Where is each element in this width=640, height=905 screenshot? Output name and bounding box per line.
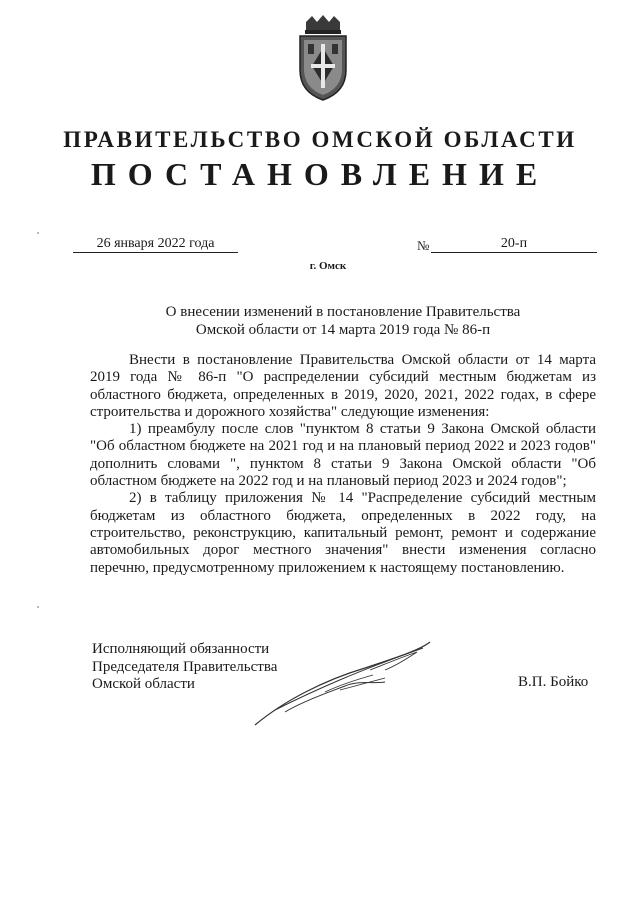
handwritten-signature — [245, 630, 435, 735]
document-date: 26 января 2022 года — [73, 236, 238, 253]
document-body — [90, 352, 596, 577]
document-subject — [150, 303, 536, 339]
body-paragraph-2: 1) преамбулу после слов "пунктом 8 статьи 9 Закона Омской области "Об областном бюджете на 2021 год и на плановый период 2022 и 2023 годов" дополнить словами ", пунктом 8 статьи 9 Закона Омской области "Об областном бюджете на 2022 год и на плановый период 2023 и 2024 годов"; — [90, 421, 596, 490]
signatory-line-1: Исполняющий обязанности — [92, 641, 270, 657]
scan-mark — [37, 606, 39, 608]
signatory-name: В.П. Бойко — [518, 674, 589, 690]
organization-title: ПРАВИТЕЛЬСТВО ОМСКОЙ ОБЛАСТИ — [63, 127, 577, 152]
document-type-title: ПОСТАНОВЛЕНИЕ — [90, 156, 550, 192]
coat-of-arms-icon — [294, 14, 352, 102]
city-label: г. Омск — [309, 260, 347, 272]
document-number: 20-п — [431, 236, 597, 253]
body-paragraph-3: 2) в таблицу приложения № 14 "Распределение субсидий местным бюджетам из областного бюджета, определенных в 2022 году, на строительство, реконструкцию, капитальный ремонт, ремонт и содержание автомобильных дорог местного значения" внести изменения согласно перечню, предусмотренному приложением к настоящему постановлению. — [90, 490, 596, 576]
body-paragraph-1: Внести в постановление Правительства Омской области от 14 марта 2019 года № 86-п "О распределении субсидий местным бюджетам из областного бюджета, определенных в 2019, 2020, 2021, 2022 годах, в сфере строительства и дорожного хозяйства" следующие изменения: — [90, 352, 596, 420]
scan-mark — [37, 232, 39, 234]
subject-line-2: Омской области от 14 марта 2019 года № 86-п — [195, 322, 491, 338]
signatory-line-2: Председателя Правительства — [92, 658, 278, 675]
number-sign: № — [417, 238, 430, 253]
signatory-line-3: Омской области — [92, 676, 195, 692]
subject-line-1: О внесении изменений в постановление Правительства — [165, 304, 521, 320]
